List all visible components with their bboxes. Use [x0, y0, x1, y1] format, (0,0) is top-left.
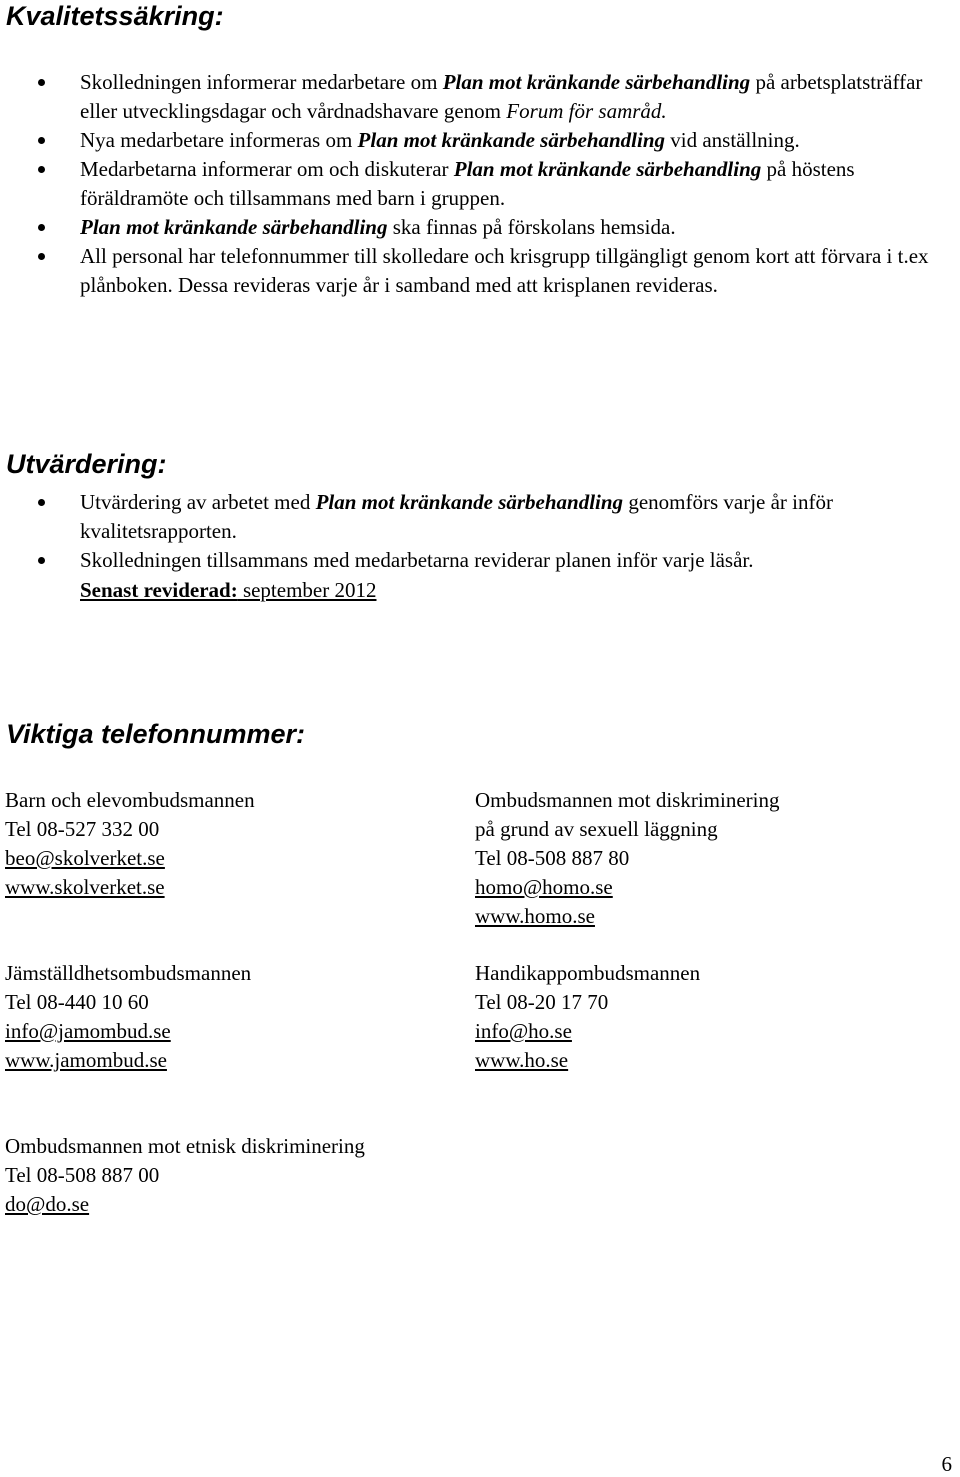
email-link[interactable]: info@jamombud.se [5, 1019, 171, 1043]
bullet-icon [38, 499, 45, 506]
contact-phone: Tel 08-440 10 60 [5, 990, 149, 1014]
bullet-icon [38, 79, 45, 86]
bullet-icon [38, 224, 45, 231]
contact-homo [475, 786, 779, 931]
revised-label: Senast reviderad: [80, 578, 238, 602]
list-item: Plan mot kränkande särbehandling ska finnas på förskolans hemsida. [0, 213, 950, 242]
bullet-icon [38, 557, 45, 564]
contact-ho [475, 959, 700, 1075]
contact-name: Ombudsmannen mot etnisk diskriminering [5, 1134, 365, 1158]
page-number: 6 [941, 1452, 952, 1476]
heading-utvardering: Utvärdering: [6, 449, 167, 479]
bullet-icon [38, 166, 45, 173]
contact-phone: Tel 08-508 887 00 [5, 1163, 160, 1187]
contact-do [5, 1132, 365, 1219]
email-link[interactable]: homo@homo.se [475, 875, 613, 899]
heading-kvalitetssakring: Kvalitetssäkring: [6, 1, 224, 31]
contact-jamo [5, 959, 251, 1075]
utvardering-list [0, 488, 950, 575]
email-link[interactable]: do@do.se [5, 1192, 90, 1216]
bullet-icon [38, 253, 45, 260]
contact-phone: Tel 08-508 887 80 [475, 846, 630, 870]
website-link[interactable]: www.skolverket.se [5, 875, 165, 899]
list-item: Utvärdering av arbetet med Plan mot kränkande särbehandling genomförs varje år inför kvalitetsrapporten. [0, 488, 950, 546]
contact-phone: Tel 08-527 332 00 [5, 817, 160, 841]
list-item: All personal har telefonnummer till skolledare och krisgrupp tillgängligt genom kort att förvara i t.ex plånboken. Dessa revideras varje år i samband med att krisplanen revideras. [0, 242, 950, 300]
revised-line [80, 576, 376, 605]
list-item: Skolledningen tillsammans med medarbetarna reviderar planen inför varje läsår. [0, 546, 950, 575]
email-link[interactable]: beo@skolverket.se [5, 846, 165, 870]
contact-name: Handikappombudsmannen [475, 961, 701, 985]
contact-name: Ombudsmannen mot diskriminering [475, 788, 780, 812]
email-link[interactable]: info@ho.se [475, 1019, 572, 1043]
bullet-icon [38, 137, 45, 144]
contact-name: Barn och elevombudsmannen [5, 788, 255, 812]
kvalitet-list [0, 68, 950, 300]
revised-value: september 2012 [237, 578, 377, 602]
contact-phone: Tel 08-20 17 70 [475, 990, 609, 1014]
contact-beo [5, 786, 255, 902]
list-item: Medarbetarna informerar om och diskuterar Plan mot kränkande särbehandling på höstens föräldramöte och tillsammans med barn i gruppen. [0, 155, 950, 213]
list-item: Skolledningen informerar medarbetare om Plan mot kränkande särbehandling på arbetsplatsträffar eller utvecklingsdagar och vårdnadshavare genom Forum för samråd. [0, 68, 950, 126]
contact-name-cont: på grund av sexuell läggning [475, 817, 718, 841]
list-item: Nya medarbetare informeras om Plan mot kränkande särbehandling vid anställning. [0, 126, 950, 155]
heading-telefonnummer: Viktiga telefonnummer: [6, 719, 306, 749]
website-link[interactable]: www.homo.se [475, 904, 595, 928]
website-link[interactable]: www.jamombud.se [5, 1048, 167, 1072]
website-link[interactable]: www.ho.se [475, 1048, 569, 1072]
contact-name: Jämställdhetsombudsmannen [5, 961, 252, 985]
